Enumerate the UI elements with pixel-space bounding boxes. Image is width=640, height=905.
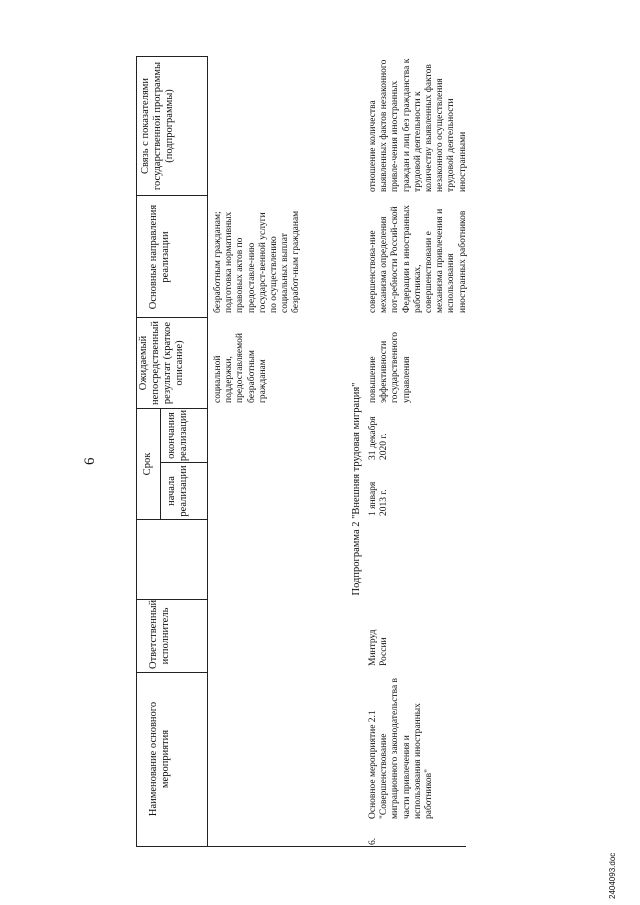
header-executor: Ответственный исполнитель (148, 599, 171, 669)
page-number: 6 (82, 457, 98, 465)
row-link-cell: отношение количества выявленных фактов незаконного привле-чения иностранных граждан и лиц без гражданства к трудовой деятельности к количеству выявленных фактов незаконного осуществления трудовой деятельности иностранными (368, 58, 468, 192)
table-top-border (136, 57, 137, 847)
header-term: Срок (142, 452, 153, 476)
header-end: окончания реализации (166, 409, 189, 462)
header-name: Наименование основного мероприятия (148, 701, 171, 817)
col-divider-directions (136, 317, 208, 318)
header-result: Ожидаемый непосредственный результат (краткое описание) (138, 321, 185, 405)
col-divider-name (136, 672, 208, 673)
table-right-border (136, 56, 208, 57)
subprogram-title: Подпрограмма 2 "Внешняя трудовая миграция" (351, 382, 362, 596)
header-start: начала реализации (166, 465, 189, 517)
row-start-cell: 1 января 2013 г. (368, 481, 390, 516)
document-code: 2404093.doc (608, 852, 617, 899)
header-bottom-border (207, 57, 208, 847)
row-executor-cell: Минтруд России (368, 629, 390, 666)
row-directions-cell: совершенствова-ние механизма определения пот-ребности Россий-ской Федерации в иностранных работниках, совершенствовани е механизма привлечения и использования иностранных работников (368, 204, 468, 313)
continuation-result-cell: социальной поддержки, предоставляемой безработным гражданам (213, 333, 268, 403)
header-link: Связь с показателями государственной программы (подпрограммы) (140, 61, 175, 191)
row-number: 6. (368, 837, 378, 845)
continuation-directions-cell: безработным гражданам; подготовка нормативных правовых актов по предоставле-нию государст-венной услуги по осуществлению социальных выплат безработ-ным гражданам (213, 210, 302, 313)
col-divider-start (136, 519, 208, 520)
term-header-divider (160, 409, 161, 520)
row-result-cell: повышение эффективности государственного управления (368, 331, 412, 403)
row-end-cell: 31 декабря 2020 г. (368, 416, 390, 460)
row-name-cell: Основное мероприятие 2.1 "Совершенствование миграционного законодательства в части привлечения и использования иностранных работников" (368, 677, 435, 819)
col-divider-executor (136, 599, 208, 600)
header-directions: Основные направления реализации (148, 204, 171, 310)
col-divider-link (136, 195, 208, 196)
table-left-border (136, 846, 466, 847)
